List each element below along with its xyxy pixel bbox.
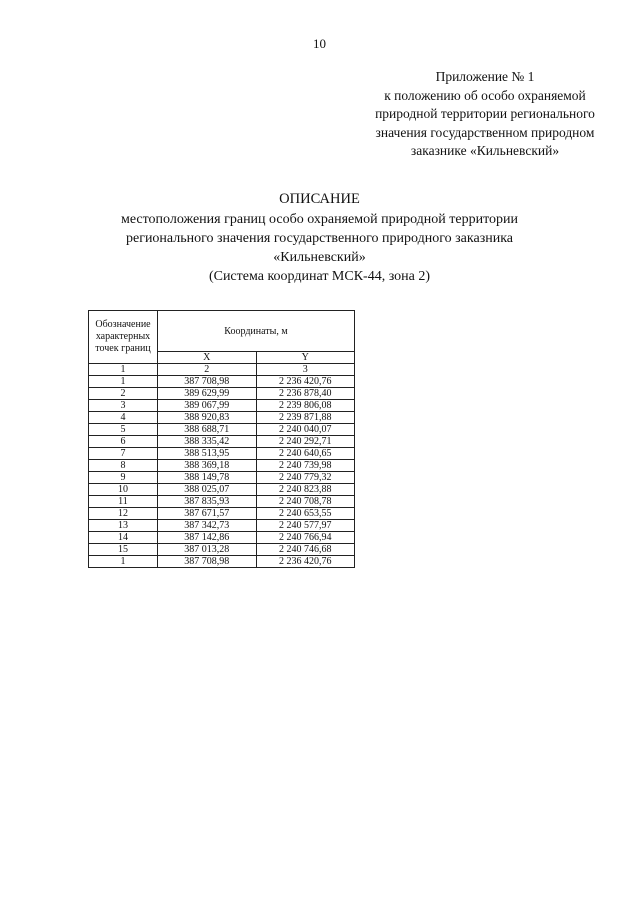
point-id-cell: 9	[89, 472, 158, 484]
y-coordinate-cell: 2 240 779,32	[256, 472, 355, 484]
appendix-line: к положению об особо охраняемой	[384, 87, 586, 103]
x-coordinate-cell: 387 835,93	[158, 496, 257, 508]
appendix-line: Приложение № 1	[435, 69, 535, 84]
table-row	[89, 484, 355, 496]
appendix-line: заказнике «Кильневский»	[410, 143, 560, 159]
y-coordinate-cell: 2 240 292,71	[256, 436, 355, 448]
x-coordinate-cell: 388 513,95	[158, 448, 257, 460]
heading-line: регионального значения государственного природного заказника	[125, 231, 514, 246]
y-coordinate-cell: 2 240 766,94	[256, 532, 355, 544]
x-coordinate-cell: 387 708,98	[158, 556, 257, 568]
x-coordinate-cell: 387 142,86	[158, 532, 257, 544]
point-id-cell: 8	[89, 460, 158, 472]
y-coordinate-cell: 2 240 739,98	[256, 460, 355, 472]
x-coordinate-cell: 387 708,98	[158, 376, 257, 388]
point-id-cell: 15	[89, 544, 158, 556]
table-row	[89, 508, 355, 520]
x-coordinate-cell: 387 342,73	[158, 520, 257, 532]
header-coordinates: Координаты, м	[158, 311, 355, 352]
table-row	[89, 448, 355, 460]
y-coordinate-cell: 2 239 871,88	[256, 412, 355, 424]
header-x: X	[158, 352, 257, 364]
table-row	[89, 388, 355, 400]
table-row	[89, 436, 355, 448]
y-coordinate-cell: 2 240 653,55	[256, 508, 355, 520]
appendix-line: природной территории регионального	[375, 106, 595, 122]
y-coordinate-cell: 2 240 640,65	[256, 448, 355, 460]
point-id-cell: 4	[89, 412, 158, 424]
page-number: 10	[313, 36, 326, 51]
appendix-block	[335, 68, 635, 161]
y-coordinate-cell: 2 236 420,76	[256, 376, 355, 388]
table-row	[89, 520, 355, 532]
point-id-cell: 14	[89, 532, 158, 544]
table-row	[89, 412, 355, 424]
y-coordinate-cell: 2 240 577,97	[256, 520, 355, 532]
point-id-cell: 11	[89, 496, 158, 508]
x-coordinate-cell: 387 671,57	[158, 508, 257, 520]
heading-line: (Система координат МСК-44, зона 2)	[208, 269, 431, 284]
y-coordinate-cell: 2 240 746,68	[256, 544, 355, 556]
table-row	[89, 472, 355, 484]
header-y: Y	[256, 352, 355, 364]
x-coordinate-cell: 388 688,71	[158, 424, 257, 436]
y-coordinate-cell: 2 240 823,88	[256, 484, 355, 496]
point-id-cell: 1	[89, 556, 158, 568]
appendix-line: значения государственном природном	[375, 124, 595, 140]
heading-line: местоположения границ особо охраняемой природной территории	[120, 212, 519, 227]
point-id-cell: 2	[89, 388, 158, 400]
table-row	[89, 532, 355, 544]
point-id-cell: 13	[89, 520, 158, 532]
x-coordinate-cell: 388 335,42	[158, 436, 257, 448]
table-row	[89, 556, 355, 568]
column-number: 3	[256, 364, 355, 376]
y-coordinate-cell: 2 240 040,07	[256, 424, 355, 436]
y-coordinate-cell: 2 240 708,78	[256, 496, 355, 508]
x-coordinate-cell: 389 067,99	[158, 400, 257, 412]
column-number: 1	[89, 364, 158, 376]
y-coordinate-cell: 2 236 420,76	[256, 556, 355, 568]
point-id-cell: 1	[89, 376, 158, 388]
document-heading	[0, 190, 639, 286]
x-coordinate-cell: 388 149,78	[158, 472, 257, 484]
heading-line: «Кильневский»	[273, 250, 366, 265]
table-row	[89, 460, 355, 472]
column-number-row	[89, 364, 355, 376]
point-id-cell: 6	[89, 436, 158, 448]
header-point-id: Обозначение характерных точек границ	[89, 311, 158, 364]
column-number: 2	[158, 364, 257, 376]
point-id-cell: 3	[89, 400, 158, 412]
table-row	[89, 400, 355, 412]
x-coordinate-cell: 388 025,07	[158, 484, 257, 496]
x-coordinate-cell: 388 920,83	[158, 412, 257, 424]
point-id-cell: 5	[89, 424, 158, 436]
table-row	[89, 496, 355, 508]
table-row	[89, 544, 355, 556]
point-id-cell: 7	[89, 448, 158, 460]
point-id-cell: 12	[89, 508, 158, 520]
x-coordinate-cell: 387 013,28	[158, 544, 257, 556]
y-coordinate-cell: 2 239 806,08	[256, 400, 355, 412]
coordinates-table	[88, 310, 355, 568]
document-title: ОПИСАНИЕ	[279, 191, 360, 207]
table-row	[89, 424, 355, 436]
y-coordinate-cell: 2 236 878,40	[256, 388, 355, 400]
table-row	[89, 376, 355, 388]
x-coordinate-cell: 389 629,99	[158, 388, 257, 400]
point-id-cell: 10	[89, 484, 158, 496]
x-coordinate-cell: 388 369,18	[158, 460, 257, 472]
